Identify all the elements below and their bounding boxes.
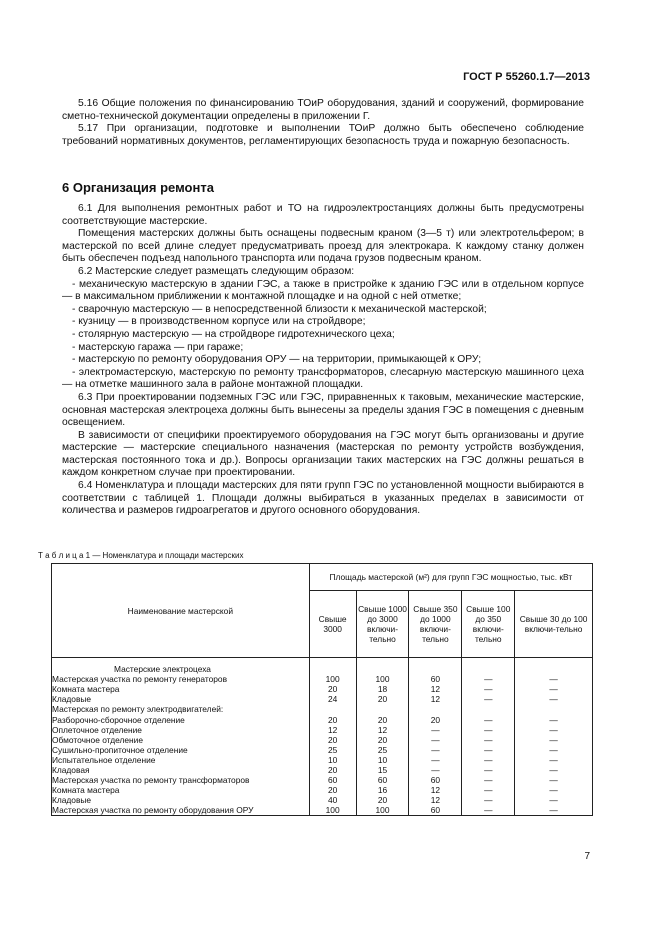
table-cell-value: 60 (409, 805, 462, 816)
table-cell-value: 10 (356, 755, 409, 765)
table-cell-value: — (515, 795, 593, 805)
table-cell-value: 20 (309, 765, 356, 775)
table-row (52, 805, 593, 816)
table-cell-value: 25 (309, 745, 356, 755)
table-cell-value: 40 (309, 795, 356, 805)
table-cell-value: 20 (356, 694, 409, 704)
table-cell-value: 20 (309, 684, 356, 694)
table-cell-value: — (515, 735, 593, 745)
table-row (52, 755, 593, 765)
table-row (52, 765, 593, 775)
column-header-name: Наименование мастерской (52, 564, 310, 658)
column-header: Свыше 1000 до 3000 включи-тельно (356, 591, 409, 658)
table-cell-value: 60 (309, 775, 356, 785)
table-cell-value: — (462, 805, 515, 816)
paragraph-6-2: 6.2 Мастерские следует размещать следующим образом: (78, 265, 355, 277)
table-cell-value: — (462, 694, 515, 704)
table-row (52, 684, 593, 694)
section-title: 6 Организация ремонта (62, 180, 214, 195)
workshops-table (51, 563, 593, 816)
table-cell-value: 20 (309, 735, 356, 745)
paragraph-6-3: 6.3 При проектировании подземных ГЭС или ГЭС, приравненных к таковым, механические мастерские, основная мастерская электроцеха должны быть вынесены за пределы здания ГЭС в помещения с дневным освещением. (62, 391, 584, 429)
table-row (52, 795, 593, 805)
table-caption: Т а б л и ц а 1 — Номенклатура и площади мастерских (38, 551, 244, 560)
table-cell-value (515, 704, 593, 714)
table-cell-name: Мастерская участка по ремонту оборудования ОРУ (52, 805, 310, 816)
table-cell-name: Испытательное отделение (52, 755, 310, 765)
table-cell-value: — (462, 745, 515, 755)
column-header: Свыше 3000 (309, 591, 356, 658)
table-cell-value: — (462, 785, 515, 795)
table-body (52, 658, 593, 816)
table-cell-value: — (462, 775, 515, 785)
section-5-paragraphs (62, 98, 584, 148)
table-cell-value: — (462, 714, 515, 724)
table-cell-value: — (515, 805, 593, 816)
table-cell-value: 100 (356, 805, 409, 816)
list-item: - мастерскую гаража — при гараже; (72, 341, 244, 353)
table-cell-value (356, 704, 409, 714)
table-cell-value: — (515, 785, 593, 795)
table-cell-value: — (462, 795, 515, 805)
column-header: Свыше 100 до 350 включи-тельно (462, 591, 515, 658)
column-group-header: Площадь мастерской (м²) для групп ГЭС мощностью, тыс. кВт (309, 564, 592, 591)
table-cell-value (462, 658, 515, 675)
table-cell-value: 60 (356, 775, 409, 785)
table-row (52, 658, 593, 675)
table-cell-value (515, 658, 593, 675)
table-row (52, 674, 593, 684)
table-cell-value (462, 704, 515, 714)
list-item: - мастерскую по ремонту оборудования ОРУ — на территории, примыкающей к ОРУ; (72, 354, 482, 366)
table-cell-value: — (409, 765, 462, 775)
table-cell-value: — (515, 755, 593, 765)
section-6-paragraphs (62, 203, 584, 518)
document-header: ГОСТ Р 55260.1.7—2013 (463, 71, 590, 83)
table-cell-value: — (409, 725, 462, 735)
table-cell-value: — (462, 755, 515, 765)
table-cell-value (309, 704, 356, 714)
table-cell-value (309, 658, 356, 675)
table-cell-name: Оплеточное отделение (52, 725, 310, 735)
table-cell-name: Комната мастера (52, 785, 310, 795)
table-cell-value: 100 (309, 674, 356, 684)
table-row (52, 745, 593, 755)
table-cell-name: Разборочно-сборочное отделение (52, 714, 310, 724)
table-cell-value: 12 (409, 795, 462, 805)
table-row (52, 735, 593, 745)
table-cell-name: Мастерские электроцеха (52, 658, 310, 675)
table-cell-value: 100 (309, 805, 356, 816)
table-cell-value: 15 (356, 765, 409, 775)
list-item: - столярную мастерскую — на стройдворе гидротехнического цеха; (72, 328, 395, 340)
column-header: Свыше 30 до 100 включи-тельно (515, 591, 593, 658)
table-cell-value: — (409, 755, 462, 765)
table-cell-value: — (462, 674, 515, 684)
table-cell-name: Кладовые (52, 795, 310, 805)
list-item: - механическую мастерскую в здании ГЭС, а также в пристройке к зданию ГЭС или в отдельном корпусе — в максимальном приближении к монтажной площадке и на одной с ней отметке; (62, 278, 584, 303)
table-cell-value: 12 (356, 725, 409, 735)
table-cell-value: 25 (356, 745, 409, 755)
column-header: Свыше 350 до 1000 включи-тельно (409, 591, 462, 658)
page-number: 7 (584, 851, 590, 862)
table-cell-name: Мастерская участка по ремонту генераторов (52, 674, 310, 684)
paragraph-6-3b: В зависимости от специфики проектируемого оборудования на ГЭС могут быть организованы и другие мастерские — мастерские специального назначения (мастерская по ремонту устройств возбуждения, мастерская постоянного тока и др.). Вопросы организации таких мастерских на ГЭС должны решаться в каждом конкретном случае при проектировании. (62, 429, 584, 479)
table-row (52, 785, 593, 795)
paragraph-5-17: 5.17 При организации, подготовке и выполнении ТОиР должно быть обеспечено соблюдение требований нормативных документов, регламентирующих безопасность труда и пожарную безопасность. (62, 123, 584, 147)
paragraph-5-16: 5.16 Общие положения по финансированию ТОиР оборудования, зданий и сооружений, формирование сметно-технической документации определены в приложении Г. (62, 98, 584, 122)
paragraph-6-4: 6.4 Номенклатура и площади мастерских для пяти групп ГЭС по установленной мощности выбираются в соответствии с таблицей 1. Площади должны выбираться в указанных пределах в зависимости от количества и размеров гидроагрегатов и другого основного оборудования. (62, 480, 584, 517)
table-cell-value: 24 (309, 694, 356, 704)
table-row (52, 725, 593, 735)
table-cell-value: 16 (356, 785, 409, 795)
table-cell-name: Мастерская участка по ремонту трансформаторов (52, 775, 310, 785)
table-cell-value: — (515, 765, 593, 775)
table-cell-value: — (462, 735, 515, 745)
table-cell-value: — (409, 745, 462, 755)
paragraph-6-1: 6.1 Для выполнения ремонтных работ и ТО на гидроэлектростанциях должны быть предусмотрены соответствующие мастерские. (62, 203, 584, 227)
table-cell-value: — (462, 684, 515, 694)
table-cell-value: — (515, 674, 593, 684)
table-cell-value (409, 658, 462, 675)
table-cell-value: 12 (409, 694, 462, 704)
table-cell-name: Кладовые (52, 694, 310, 704)
table-row (52, 704, 593, 714)
table-cell-name: Мастерская по ремонту электродвигателей: (52, 704, 310, 714)
table-cell-value: — (515, 714, 593, 724)
table-cell-value: — (462, 765, 515, 775)
table-cell-value: 60 (409, 674, 462, 684)
table-cell-value: 20 (356, 735, 409, 745)
table-row (52, 714, 593, 724)
paragraph-6-1b: Помещения мастерских должны быть оснащены подвесным краном (3—5 т) или электротельфером; в мастерской по всей длине следует предусматривать проезд для электрокара. К каждому станку должен быть обеспечен подъезд напольного транспорта или подача грузов подвесным краном. (62, 228, 584, 265)
table-cell-name: Обмоточное отделение (52, 735, 310, 745)
table-cell-name: Комната мастера (52, 684, 310, 694)
table-cell-value: 20 (356, 714, 409, 724)
table-cell-name: Сушильно-пропиточное отделение (52, 745, 310, 755)
table-cell-value: — (409, 735, 462, 745)
table-cell-value: 12 (309, 725, 356, 735)
table-cell-value: 10 (309, 755, 356, 765)
list-item: - электромастерскую, мастерскую по ремонту трансформаторов, слесарную мастерскую машинного цеха — на отметке машинного зала в районе монтажной площадки. (62, 366, 584, 391)
table-cell-value: 12 (409, 785, 462, 795)
table-cell-value: 18 (356, 684, 409, 694)
table-cell-value: — (515, 725, 593, 735)
list-item: - кузницу — в производственном корпусе или на стройдворе; (72, 316, 366, 328)
table-row (52, 775, 593, 785)
table-cell-value: — (515, 745, 593, 755)
table-cell-value: — (515, 775, 593, 785)
table-cell-value: 20 (356, 795, 409, 805)
table-cell-value: 20 (309, 714, 356, 724)
table-cell-value: 60 (409, 775, 462, 785)
table-cell-value: — (515, 694, 593, 704)
table-cell-name: Кладовая (52, 765, 310, 775)
table-cell-value: 20 (409, 714, 462, 724)
table-cell-value: 20 (309, 785, 356, 795)
table-row (52, 694, 593, 704)
table-cell-value: — (462, 725, 515, 735)
table-cell-value: — (515, 684, 593, 694)
table-cell-value (409, 704, 462, 714)
list-item: - сварочную мастерскую — в непосредственной близости к механической мастерской; (72, 303, 487, 315)
table-cell-value (356, 658, 409, 675)
table-cell-value: 100 (356, 674, 409, 684)
table-cell-value: 12 (409, 684, 462, 694)
